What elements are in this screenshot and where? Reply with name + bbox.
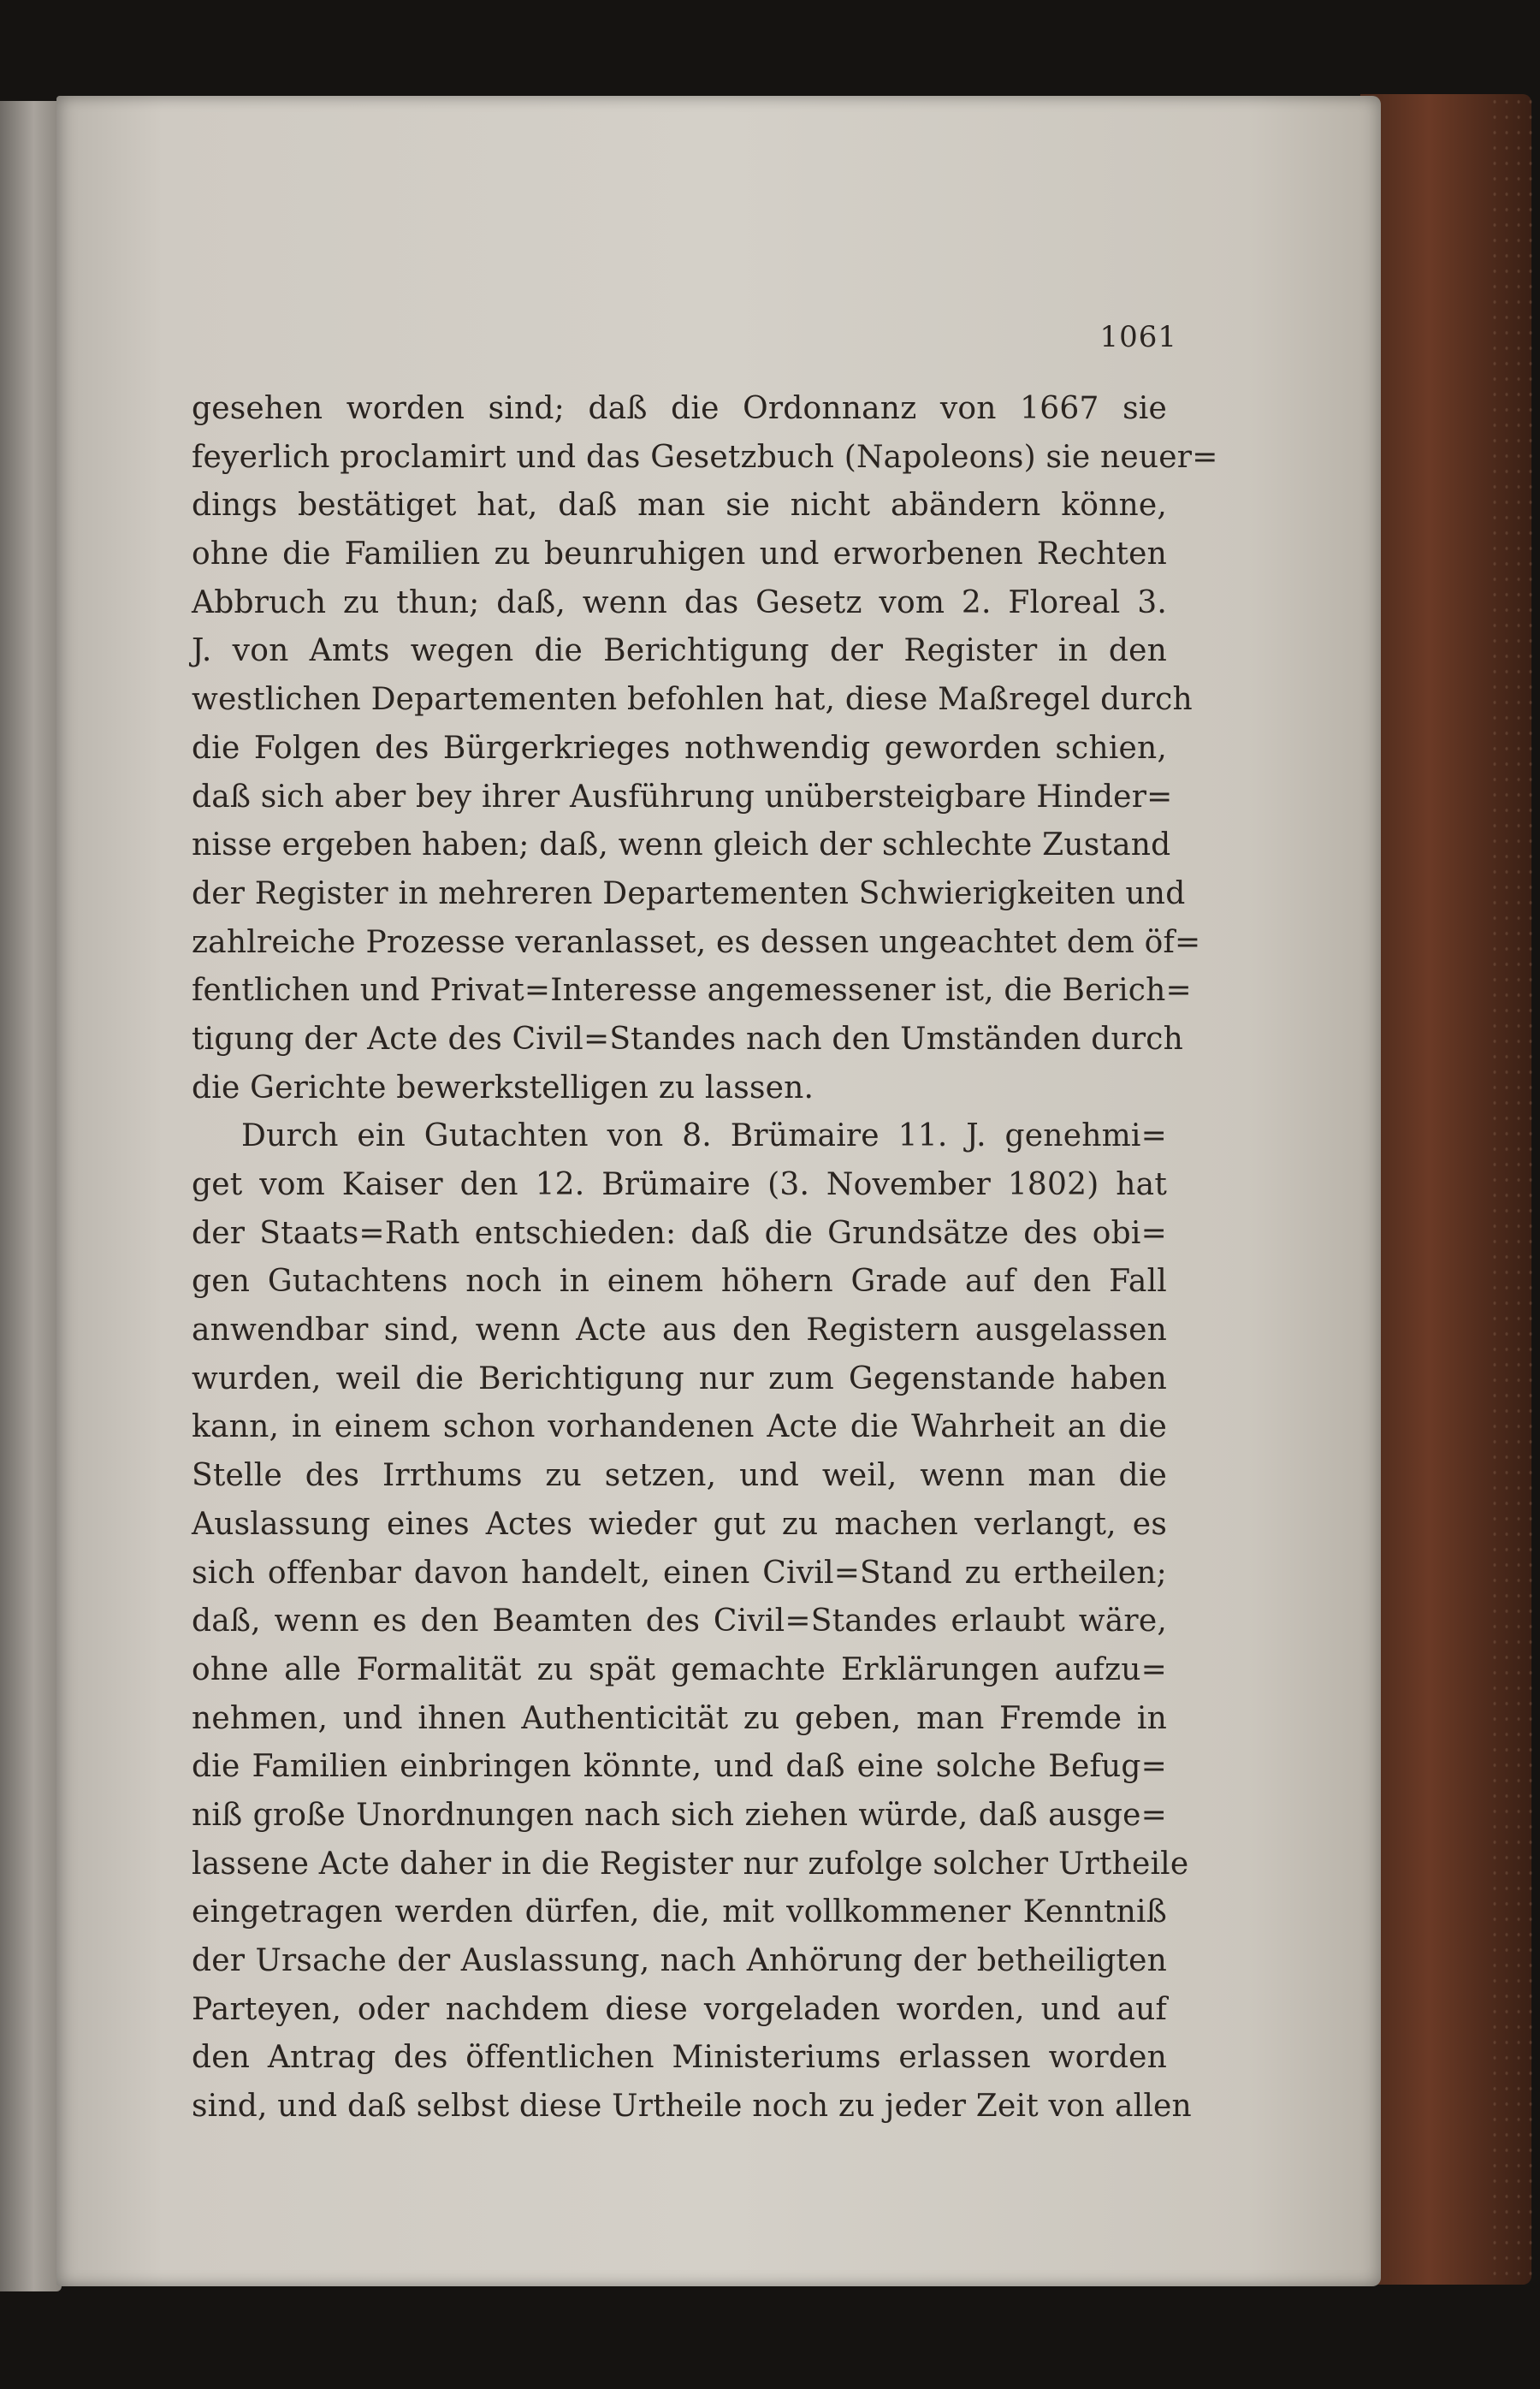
text-line: feyerlich proclamirt und das Gesetzbuch (Napoleons) sie neuer=	[192, 439, 1218, 475]
text-line: westlichen Departementen befohlen hat, diese Maßregel durch	[192, 682, 1193, 718]
text-line: get vom Kaiser den 12. Brümaire (3. November 1802) hat	[192, 1167, 1167, 1202]
text-line: niß große Unordnungen nach sich ziehen würde, daß ausge=	[192, 1797, 1167, 1833]
text-line: daß, wenn es den Beamten des Civil=Standes erlaubt wäre,	[192, 1604, 1167, 1639]
text-line: der Staats=Rath entschieden: daß die Grundsätze des obi=	[192, 1215, 1167, 1251]
text-line: J. von Amts wegen die Berichtigung der Register in den	[192, 633, 1167, 669]
text-line: eingetragen werden dürfen, die, mit vollkommener Kenntniß	[192, 1894, 1167, 1930]
text-line: wurden, weil die Berichtigung nur zum Gegenstande haben	[192, 1360, 1167, 1396]
text-line: Durch ein Gutachten von 8. Brümaire 11. J. genehmi=	[241, 1118, 1167, 1154]
text-line: fentlichen und Privat=Interesse angemessener ist, die Berich=	[192, 973, 1192, 1009]
text-line: den Antrag des öffentlichen Ministeriums erlassen worden	[192, 2040, 1167, 2076]
text-line: Abbruch zu thun; daß, wenn das Gesetz vom 2. Floreal 3.	[192, 584, 1167, 620]
text-line: nisse ergeben haben; daß, wenn gleich der schlechte Zustand	[192, 827, 1171, 863]
text-line: gesehen worden sind; daß die Ordonnanz von 1667 sie	[192, 391, 1167, 426]
text-line: der Register in mehreren Departementen Schwierigkeiten und	[192, 875, 1186, 911]
facing-page-edge	[0, 101, 62, 2291]
text-line: gen Gutachtens noch in einem höhern Grade auf den Fall	[192, 1264, 1167, 1300]
text-line: daß sich aber bey ihrer Ausführung unübersteigbare Hinder=	[192, 779, 1173, 815]
text-line: dings bestätiget hat, daß man sie nicht abändern könne,	[192, 488, 1167, 524]
text-line: lassene Acte daher in die Register nur zufolge solcher Urtheile	[192, 1846, 1189, 1882]
text-line: die Folgen des Bürgerkrieges nothwendig geworden schien,	[192, 730, 1167, 766]
text-line: sind, und daß selbst diese Urtheile noch zu jeder Zeit von allen	[192, 2089, 1192, 2125]
text-line: tigung der Acte des Civil=Standes nach den Umständen durch	[192, 1021, 1184, 1057]
text-line: der Ursache der Auslassung, nach Anhörung der betheiligten	[192, 1943, 1167, 1978]
page-number: 1061	[1099, 320, 1177, 354]
text-line: kann, in einem schon vorhandenen Acte die Wahrheit an die	[192, 1409, 1167, 1445]
text-line: Stelle des Irrthums zu setzen, und weil, wenn man die	[192, 1458, 1167, 1494]
text-line: zahlreiche Prozesse veranlasset, es dessen ungeachtet dem öf=	[192, 924, 1201, 960]
body-text	[192, 385, 1218, 2148]
text-line: Parteyen, oder nachdem diese vorgeladen worden, und auf	[192, 1991, 1167, 2027]
text-line: die Gerichte bewerkstelligen zu lassen.	[192, 1070, 814, 1106]
text-line: anwendbar sind, wenn Acte aus den Registern ausgelassen	[192, 1313, 1167, 1349]
text-line: sich offenbar davon handelt, einen Civil=Stand zu ertheilen;	[192, 1555, 1167, 1591]
book-page	[56, 96, 1381, 2286]
text-line: ohne alle Formalität zu spät gemachte Erklärungen aufzu=	[192, 1651, 1167, 1687]
cover-texture	[1489, 94, 1540, 2285]
text-line: Auslassung eines Actes wieder gut zu machen verlangt, es	[192, 1506, 1167, 1542]
text-line: die Familien einbringen könnte, und daß eine solche Befug=	[192, 1749, 1167, 1785]
text-line: nehmen, und ihnen Authenticität zu geben, man Fremde in	[192, 1700, 1167, 1736]
text-line: ohne die Familien zu beunruhigen und erworbenen Rechten	[192, 536, 1167, 572]
